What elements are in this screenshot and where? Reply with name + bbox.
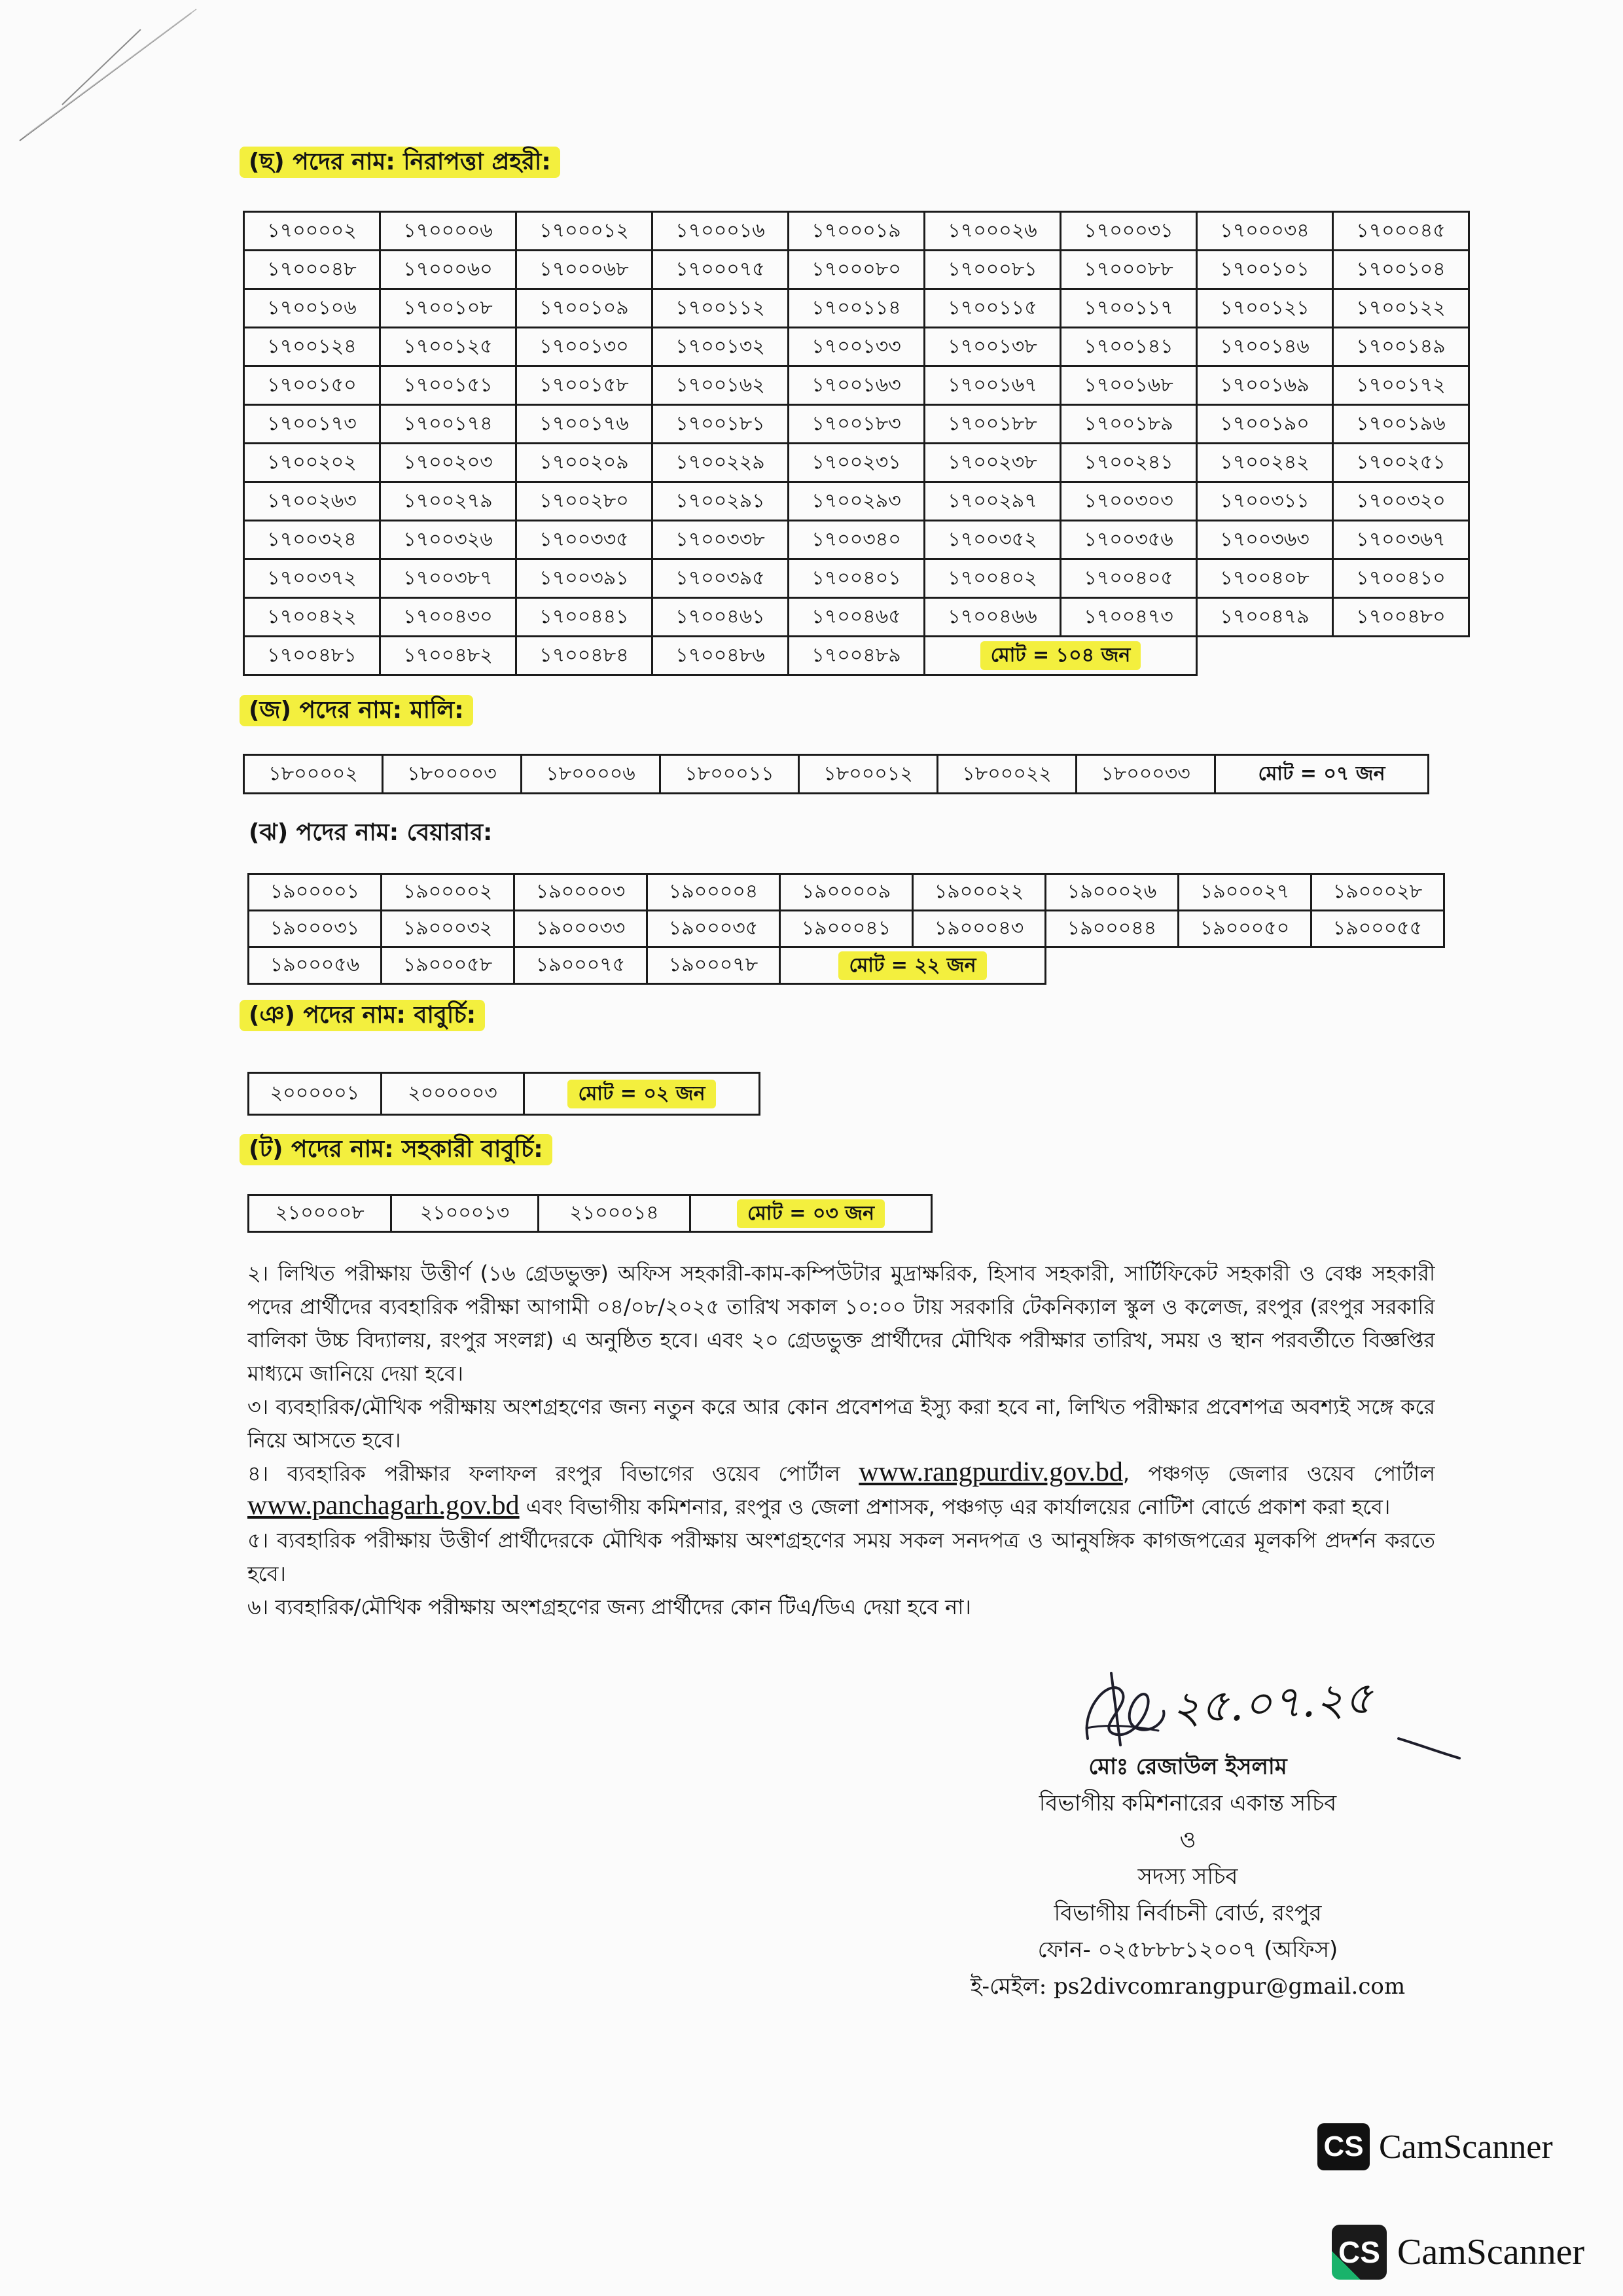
signatory-block [926, 1748, 1450, 2005]
roll-number-cell: ১৭০০৩৮৭ [380, 559, 516, 598]
signature-date: ২৫.০৭.২৫ [1169, 1672, 1374, 1735]
roll-number-cell: ১৭০০৪৬৫ [789, 598, 925, 637]
post-heading-label: (ছ) পদের নাম: নিরাপত্তা প্রহরী: [240, 147, 560, 178]
roll-number-cell: ১৭০০৩৭২ [244, 559, 380, 598]
roll-number-cell: ১৭০০৩৯১ [516, 559, 652, 598]
roll-number-cell: ১৭০০১২১ [1197, 289, 1333, 328]
roll-number-cell: ২০০০০০৩ [382, 1073, 524, 1115]
note-4 [247, 1457, 1435, 1524]
note-6: ৬। ব্যবহারিক/মৌখিক পরীক্ষায় অংশগ্রহণের জন্য প্রার্থীদের কোন টিএ/ডিএ দেয়া হবে না। [247, 1595, 971, 1619]
roll-number-cell: ১৭০০৪৮২ [380, 637, 516, 675]
roll-number-cell: ১৭০০৪২২ [244, 598, 380, 637]
roll-number-cell: ১৭০০৪৪১ [516, 598, 652, 637]
roll-number-cell: ১৭০০০২৬ [925, 212, 1061, 251]
table-row [244, 328, 1469, 366]
roll-number-cell: ১৭০০১৩২ [652, 328, 789, 366]
roll-number-cell: ১৮০০০৩৩ [1077, 755, 1215, 794]
signatory-name: মোঃ রেজাউল ইসলাম [1088, 1754, 1287, 1780]
post-heading-security-guard [240, 147, 560, 178]
roll-number-cell: ১৮০০০০৩ [383, 755, 522, 794]
roll-number-cell: ১৭০০০০৬ [380, 212, 516, 251]
roll-number-cell: ১৯০০০৩২ [382, 911, 514, 947]
roll-number-cell: ১৭০০৪৩০ [380, 598, 516, 637]
roll-number-cell: ২১০০০১৩ [391, 1195, 539, 1232]
roll-number-cell: ১৭০০১২৫ [380, 328, 516, 366]
roll-number-cell: ১৭০০১৪১ [1061, 328, 1197, 366]
camscanner-label: CamScanner [1397, 2232, 1585, 2272]
roll-number-cell: ১৯০০০২২ [913, 874, 1046, 911]
roll-number-cell: ১৭০০০৪৮ [244, 251, 380, 289]
roll-number-cell: ১৮০০০২২ [938, 755, 1077, 794]
roll-number-cell: ১৭০০১৯০ [1197, 405, 1333, 444]
roll-number-cell: ১৭০০৪৮৬ [652, 637, 789, 675]
post-heading-bearer [240, 817, 501, 849]
post-heading-gardener [240, 695, 473, 726]
roll-number-cell: ১৭০০৩০৩ [1061, 482, 1197, 521]
roll-number-cell: ১৭০০০৪৫ [1333, 212, 1469, 251]
roll-number-cell: ১৯০০০২৭ [1179, 874, 1311, 911]
roll-number-cell: ১৭০০৩৬৩ [1197, 521, 1333, 559]
roll-number-cell: ১৭০০০০২ [244, 212, 380, 251]
roll-number-cell: ১৭০০১১৪ [789, 289, 925, 328]
post-heading-label: (ঞ) পদের নাম: বাবুর্চি: [240, 1000, 485, 1031]
roll-number-cell: ১৭০০৪৮৯ [789, 637, 925, 675]
table-row [244, 755, 1429, 794]
table-row [244, 289, 1469, 328]
roll-number-cell: ১৭০০৩৯৫ [652, 559, 789, 598]
total-count-cell [690, 1195, 932, 1232]
total-count-label: মোট = ০৭ জন [1258, 762, 1385, 785]
post-heading-label: (জ) পদের নাম: মালি: [240, 695, 473, 726]
roll-number-cell: ১৭০০১৬৩ [789, 366, 925, 405]
roll-number-cell: ১৭০০৩২০ [1333, 482, 1469, 521]
roll-number-cell: ১৯০০০৭৫ [514, 947, 647, 984]
table-row [244, 251, 1469, 289]
roll-number-cell: ১৭০০২৯৩ [789, 482, 925, 521]
roll-number-cell: ১৭০০৪০২ [925, 559, 1061, 598]
roll-number-cell: ১৭০০১৪৬ [1197, 328, 1333, 366]
table-row [244, 521, 1469, 559]
post-heading-assistant-cook [240, 1134, 552, 1165]
conjunction-text: ও [1179, 1827, 1196, 1853]
roll-number-cell: ১৭০০১৬২ [652, 366, 789, 405]
note-4-text: এবং বিভাগীয় কমিশনার, রংপুর ও জেলা প্রশাসক, পঞ্চগড় এর কার্যালয়ের নোটিশ বোর্ডে প্রকাশ করা হবে। [519, 1494, 1391, 1519]
roll-number-cell: ১৭০০১৭৬ [516, 405, 652, 444]
roll-number-cell: ১৭০০১১২ [652, 289, 789, 328]
roll-number-cell: ১৭০০৪৬১ [652, 598, 789, 637]
table-row [244, 366, 1469, 405]
signatory-role: সদস্য সচিব [1137, 1863, 1238, 1890]
roll-number-cell: ১৭০০২২৯ [652, 444, 789, 482]
roll-number-cell: ১৯০০০০৩ [514, 874, 647, 911]
roll-number-cell: ১৭০০০১২ [516, 212, 652, 251]
roll-number-cell: ১৭০০১৭৪ [380, 405, 516, 444]
roll-table-gardener [243, 754, 1429, 794]
roll-number-cell: ১৭০০১৬৭ [925, 366, 1061, 405]
roll-table-security-guard [243, 211, 1470, 676]
roll-number-cell: ১৯০০০০৪ [647, 874, 780, 911]
total-count-label: মোট = ০২ জন [567, 1080, 715, 1108]
roll-number-cell: ১৭০০১০৬ [244, 289, 380, 328]
roll-number-cell: ১৯০০০৪৪ [1046, 911, 1179, 947]
roll-number-cell: ১৭০০০৮১ [925, 251, 1061, 289]
scan-edge-lines [0, 0, 209, 170]
roll-number-cell: ১৭০০১৫১ [380, 366, 516, 405]
roll-number-cell: ১৭০০০১৯ [789, 212, 925, 251]
roll-number-cell: ১৭০০১০৮ [380, 289, 516, 328]
roll-number-cell: ১৭০০১৮১ [652, 405, 789, 444]
roll-number-cell: ১৭০০৩৫৬ [1061, 521, 1197, 559]
roll-number-cell: ১৭০০১৩৩ [789, 328, 925, 366]
roll-number-cell: ১৭০০২৯১ [652, 482, 789, 521]
table-row [249, 1195, 932, 1232]
roll-number-cell: ১৭০০১০১ [1197, 251, 1333, 289]
roll-number-cell: ১৯০০০৫৬ [249, 947, 382, 984]
roll-number-cell: ১৭০০২৪১ [1061, 444, 1197, 482]
roll-number-cell: ১৭০০৪৭৯ [1197, 598, 1333, 637]
roll-number-cell: ১৯০০০৭৮ [647, 947, 780, 984]
roll-table-cook [247, 1072, 760, 1116]
roll-number-cell: ১৯০০০৫০ [1179, 911, 1311, 947]
table-row [249, 874, 1444, 911]
roll-number-cell: ১৭০০১৬৯ [1197, 366, 1333, 405]
roll-number-cell: ১৭০০২৩৮ [925, 444, 1061, 482]
post-heading-cook [240, 1000, 485, 1031]
roll-number-cell: ১৭০০১৩০ [516, 328, 652, 366]
roll-number-cell: ১৭০০৪০৫ [1061, 559, 1197, 598]
total-count-label: মোট = ১০৪ জন [980, 641, 1141, 670]
roll-number-cell: ২০০০০০১ [249, 1073, 382, 1115]
table-row [249, 911, 1444, 947]
roll-number-cell: ১৭০০১১৭ [1061, 289, 1197, 328]
roll-number-cell: ১৭০০০৭৫ [652, 251, 789, 289]
roll-number-cell: ১৭০০৩১১ [1197, 482, 1333, 521]
roll-number-cell: ১৭০০১৮৮ [925, 405, 1061, 444]
roll-number-cell: ১৭০০১৮৩ [789, 405, 925, 444]
roll-number-cell: ১৭০০৩৬৭ [1333, 521, 1469, 559]
roll-number-cell: ১৭০০২৫১ [1333, 444, 1469, 482]
roll-number-cell: ১৭০০৪১০ [1333, 559, 1469, 598]
camscanner-label: CamScanner [1379, 2128, 1553, 2166]
roll-number-cell: ১৭০০১৫০ [244, 366, 380, 405]
roll-number-cell: ১৯০০০৫৫ [1311, 911, 1444, 947]
table-row [244, 444, 1469, 482]
total-count-label: মোট = ০৩ জন [737, 1199, 885, 1228]
roll-number-cell: ১৮০০০০২ [244, 755, 383, 794]
roll-number-cell: ১৯০০০২৮ [1311, 874, 1444, 911]
roll-number-cell: ১৭০০০৩৪ [1197, 212, 1333, 251]
roll-number-cell: ১৯০০০৩৫ [647, 911, 780, 947]
note-5: ৫। ব্যবহারিক পরীক্ষায় উত্তীর্ণ প্রার্থীদেরকে মৌখিক পরীক্ষায় অংশগ্রহণের সময় সকল সনদপত্র ও আনুষঙ্গিক কাগজপত্রের মূলকপি প্রদর্শন করতে হবে। [247, 1528, 1435, 1586]
table-row [249, 947, 1444, 984]
total-count-cell [524, 1073, 760, 1115]
office-email: ই-মেইল: ps2divcomrangpur@gmail.com [970, 1973, 1406, 2000]
roll-number-cell: ১৭০০০৬০ [380, 251, 516, 289]
roll-number-cell: ১৭০০২৩১ [789, 444, 925, 482]
roll-number-cell: ১৭০০১৭২ [1333, 366, 1469, 405]
camscanner-watermark [1317, 2123, 1553, 2170]
camscanner-logo-icon: CS [1317, 2123, 1370, 2170]
roll-number-cell: ১৭০০২৭৯ [380, 482, 516, 521]
roll-number-cell: ১৭০০২০২ [244, 444, 380, 482]
total-count-cell [1215, 755, 1429, 794]
roll-number-cell: ১৯০০০২৬ [1046, 874, 1179, 911]
note-3: ৩। ব্যবহারিক/মৌখিক পরীক্ষায় অংশগ্রহণের জন্য নতুন করে আর কোন প্রবেশপত্র ইস্যু করা হবে না, লিখিত পরীক্ষার প্রবেশপত্র অবশ্যই সঙ্গে করে নিয়ে আসতে হবে। [247, 1394, 1435, 1453]
roll-number-cell: ২১০০০১৪ [539, 1195, 690, 1232]
table-row [244, 559, 1469, 598]
roll-number-cell: ১৭০০২০৩ [380, 444, 516, 482]
board-name: বিভাগীয় নির্বাচনী বোর্ড, রংপুর [1054, 1900, 1322, 1926]
roll-number-cell: ১৭০০১২২ [1333, 289, 1469, 328]
signatory-title: বিভাগীয় কমিশনারের একান্ত সচিব [1039, 1790, 1337, 1816]
total-count-cell [925, 637, 1197, 675]
roll-number-cell: ১৭০০৪৮৪ [516, 637, 652, 675]
roll-number-cell: ১৭০০০৩১ [1061, 212, 1197, 251]
camscanner-watermark [1332, 2225, 1584, 2280]
roll-table-assistant-cook [247, 1194, 933, 1233]
roll-number-cell: ১৯০০০৫৮ [382, 947, 514, 984]
roll-number-cell: ১৭০০৪৭৩ [1061, 598, 1197, 637]
roll-number-cell: ১৭০০১২৪ [244, 328, 380, 366]
roll-number-cell: ১৭০০১৭৩ [244, 405, 380, 444]
roll-number-cell: ১৭০০০১৬ [652, 212, 789, 251]
roll-number-cell: ১৭০০৩২৬ [380, 521, 516, 559]
table-row [244, 212, 1469, 251]
roll-number-cell: ১৭০০১৪৯ [1333, 328, 1469, 366]
roll-number-cell: ১৭০০১৮৯ [1061, 405, 1197, 444]
roll-number-cell: ১৭০০৪৮০ [1333, 598, 1469, 637]
roll-number-cell: ১৭০০৩২৪ [244, 521, 380, 559]
roll-number-cell: ১৭০০১৫৮ [516, 366, 652, 405]
note-4-text: ৪। ব্যবহারিক পরীক্ষার ফলাফল রংপুর বিভাগের ওয়েব পোর্টাল [247, 1461, 859, 1486]
roll-number-cell: ১৮০০০১১ [660, 755, 799, 794]
roll-number-cell: ১৯০০০০১ [249, 874, 382, 911]
roll-number-cell: ১৭০০২৪২ [1197, 444, 1333, 482]
roll-number-cell: ১৭০০২০৯ [516, 444, 652, 482]
roll-number-cell: ১৭০০১৯৬ [1333, 405, 1469, 444]
roll-number-cell: ১৯০০০৪১ [780, 911, 913, 947]
total-count-cell [780, 947, 1046, 984]
roll-number-cell: ১৯০০০৩১ [249, 911, 382, 947]
roll-number-cell: ১৭০০৪৬৬ [925, 598, 1061, 637]
roll-number-cell: ১৯০০০০৯ [780, 874, 913, 911]
roll-number-cell: ২১০০০০৮ [249, 1195, 391, 1232]
roll-number-cell: ১৮০০০০৬ [522, 755, 660, 794]
roll-number-cell: ১৭০০০৮৮ [1061, 251, 1197, 289]
roll-number-cell: ১৭০০০৮০ [789, 251, 925, 289]
roll-number-cell: ১৭০০১০৪ [1333, 251, 1469, 289]
roll-number-cell: ১৭০০২৮০ [516, 482, 652, 521]
post-heading-label: (ট) পদের নাম: সহকারী বাবুর্চি: [240, 1134, 552, 1165]
roll-number-cell: ১৭০০৩৩৮ [652, 521, 789, 559]
roll-number-cell: ১৭০০২৬৩ [244, 482, 380, 521]
office-phone: ফোন- ০২৫৮৮৮১২০০৭ (অফিস) [1037, 1937, 1338, 1963]
panchagarh-url: www.panchagarh.gov.bd [247, 1491, 520, 1521]
roll-number-cell: ১৭০০২৯৭ [925, 482, 1061, 521]
roll-number-cell: ১৭০০০৬৮ [516, 251, 652, 289]
table-row [244, 405, 1469, 444]
note-4-text: , পঞ্চগড় জেলার ওয়েব পোর্টাল [1122, 1461, 1435, 1486]
roll-number-cell: ১৭০০৩৫২ [925, 521, 1061, 559]
camscanner-logo-icon: CS [1332, 2225, 1387, 2280]
roll-number-cell: ১৯০০০০২ [382, 874, 514, 911]
roll-table-bearer [247, 873, 1445, 985]
rangpurdiv-url: www.rangpurdiv.gov.bd [859, 1457, 1123, 1487]
roll-number-cell: ১৭০০১১৫ [925, 289, 1061, 328]
roll-number-cell: ১৭০০৩৩৫ [516, 521, 652, 559]
roll-number-cell: ১৭০০১৬৮ [1061, 366, 1197, 405]
roll-number-cell: ১৯০০০৪৩ [913, 911, 1046, 947]
roll-number-cell: ১৭০০৩৪০ [789, 521, 925, 559]
table-row [249, 1073, 760, 1115]
roll-number-cell: ১৮০০০১২ [799, 755, 938, 794]
note-2: ২। লিখিত পরীক্ষায় উত্তীর্ণ (১৬ গ্রেডভুক্ত) অফিস সহকারী-কাম-কম্পিউটার মুদ্রাক্ষরিক, হিসাব সহকারী, সার্টিফিকেট সহকারী ও বেঞ্চ সহকারী পদের প্রার্থীদের ব্যবহারিক পরীক্ষা আগামী ০৪/০৮/২০২৫ তারিখ সকাল ১০:০০ টায় সরকারি টেকনিক্যাল স্কুল ও কলেজ, রংপুর (রংপুর সরকারি বালিকা উচ্চ বিদ্যালয়, রংপুর সংলগ্ন) এ অনুষ্ঠিত হবে। এবং ২০ গ্রেডভুক্ত প্রার্থীদের মৌখিক পরীক্ষার তারিখ, সময় ও স্থান পরবর্তীতে বিজ্ঞপ্তির মাধ্যমে জানিয়ে দেয়া হবে। [247, 1261, 1435, 1386]
notes-section [247, 1257, 1435, 1682]
roll-number-cell: ১৭০০৪০১ [789, 559, 925, 598]
table-row [244, 637, 1469, 675]
roll-number-cell: ১৭০০১০৯ [516, 289, 652, 328]
table-row [244, 598, 1469, 637]
total-count-label: মোট = ২২ জন [838, 951, 986, 980]
roll-number-cell: ১৭০০১৩৮ [925, 328, 1061, 366]
roll-number-cell: ১৭০০৪০৮ [1197, 559, 1333, 598]
post-heading-label: (ঝ) পদের নাম: বেয়ারার: [249, 819, 493, 846]
roll-number-cell: ১৯০০০৩৩ [514, 911, 647, 947]
table-row [244, 482, 1469, 521]
roll-number-cell: ১৭০০৪৮১ [244, 637, 380, 675]
